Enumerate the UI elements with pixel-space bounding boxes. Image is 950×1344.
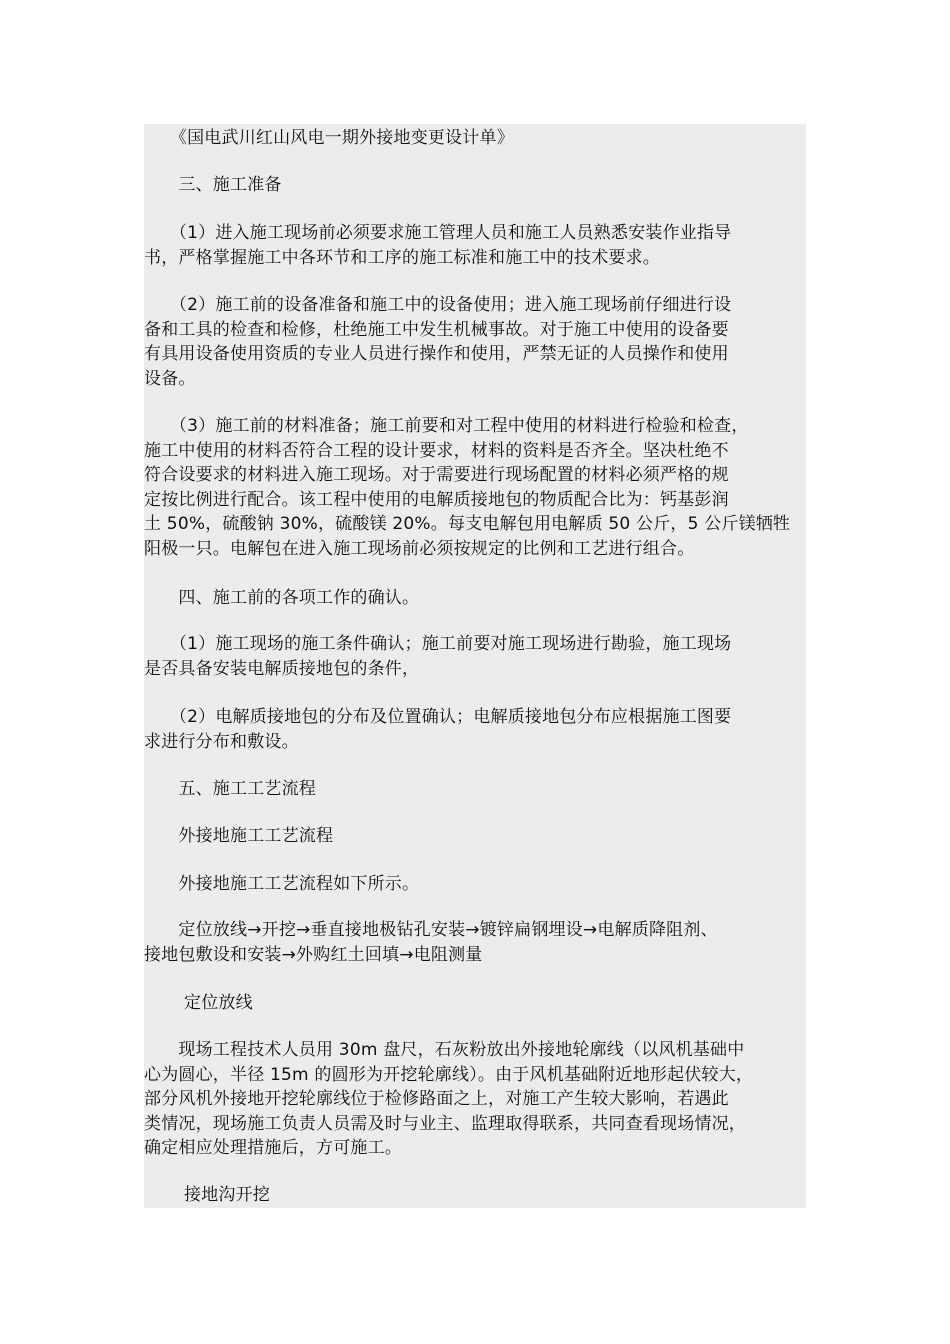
- text-line: （2）施工前的设备准备和施工中的设备使用；进入施工现场前仔细进行设: [144, 295, 732, 315]
- text-line: （1）进入施工现场前必须要求施工管理人员和施工人员熟悉安装作业指导: [144, 223, 732, 243]
- text-line: 书，严格掌握施工中各环节和工序的施工标准和施工中的技术要求。: [144, 247, 660, 268]
- positioning-heading: [144, 991, 808, 1016]
- trench-heading: [144, 1183, 808, 1208]
- section-3-heading: [144, 173, 808, 198]
- text-line: 接地沟开挖: [144, 1185, 271, 1205]
- text-line: （2）电解质接地包的分布及位置确认；电解质接地包分布应根据施工图要: [144, 707, 732, 727]
- text-line: 定按比例进行配合。该工程中使用的电解质接地包的物质配合比为：钙基彭润: [144, 489, 729, 510]
- text-line: 五、施工工艺流程: [144, 779, 316, 799]
- section-3-item-1: [144, 221, 808, 270]
- text-line: 阳极一只。电解包在进入施工现场前必须按规定的比例和工艺进行组合。: [144, 538, 695, 559]
- text-line: 外接地施工工艺流程: [144, 826, 334, 846]
- text-line: 《国电武川红山风电一期外接地变更设计单》: [144, 128, 514, 148]
- text-line: 设备。: [144, 368, 196, 389]
- text-line: 备和工具的检查和检修，杜绝施工中发生机械事故。对于施工中使用的设备要: [144, 319, 729, 340]
- text-line: 是否具备安装电解质接地包的条件，: [144, 658, 420, 679]
- text-line: 土 50%，硫酸钠 30%，硫酸镁 20%。每支电解包用电解质 50 公斤，5 公斤镁牺牲: [144, 514, 791, 535]
- text-line: 外接地施工工艺流程如下所示。: [144, 874, 420, 894]
- text-line: （3）施工前的材料准备；施工前要和对工程中使用的材料进行检验和检查，: [144, 416, 749, 436]
- text-line: 定位放线: [144, 993, 253, 1013]
- section-3-item-2: [144, 293, 808, 391]
- text-line: 四、施工前的各项工作的确认。: [144, 588, 420, 608]
- text-line: 符合设要求的材料进入施工现场。对于需要进行现场配置的材料必须严格的规: [144, 465, 729, 486]
- section-4-item-2: [144, 705, 808, 754]
- text-line: 有具用设备使用资质的专业人员进行操作和使用，严禁无证的人员操作和使用: [144, 344, 729, 365]
- positioning-body: [144, 1038, 808, 1161]
- text-line: 施工中使用的材料否符合工程的设计要求，材料的资料是否齐全。坚决杜绝不: [144, 440, 729, 461]
- text-line: 类情况，现场施工负责人员需及时与业主、监理取得联系，共同查看现场情况，: [144, 1113, 746, 1134]
- text-line: 现场工程技术人员用 30m 盘尺，石灰粉放出外接地轮廓线（以风机基础中: [144, 1040, 745, 1060]
- section-5-intro: [144, 872, 808, 897]
- text-line: （1）施工现场的施工条件确认；施工前要对施工现场进行勘验，施工现场: [144, 634, 732, 654]
- section-4-item-1: [144, 632, 808, 681]
- section-3-item-3: [144, 414, 808, 562]
- section-5-heading: [144, 777, 808, 802]
- section-5-subheading: [144, 824, 808, 849]
- section-5-flow: [144, 918, 808, 967]
- text-line: 心为圆心，半径 15m 的圆形为开挖轮廓线）。由于风机基础附近地形起伏较大，: [144, 1064, 754, 1085]
- text-line: 三、施工准备: [144, 175, 282, 195]
- text-line: 求进行分布和敷设。: [144, 731, 299, 752]
- text-line: 确定相应处理措施后，方可施工。: [144, 1138, 402, 1159]
- text-line: 定位放线→开挖→垂直接地极钻孔安装→镀锌扁钢埋设→电解质降阻剂、: [144, 920, 718, 940]
- section-4-heading: [144, 586, 808, 611]
- text-line: 接地包敷设和安装→外购红土回填→电阻测量: [144, 944, 483, 965]
- text-line: 部分风机外接地开挖轮廓线位于检修路面之上，对施工产生较大影响，若遇此: [144, 1089, 729, 1110]
- ref-title: [144, 126, 808, 151]
